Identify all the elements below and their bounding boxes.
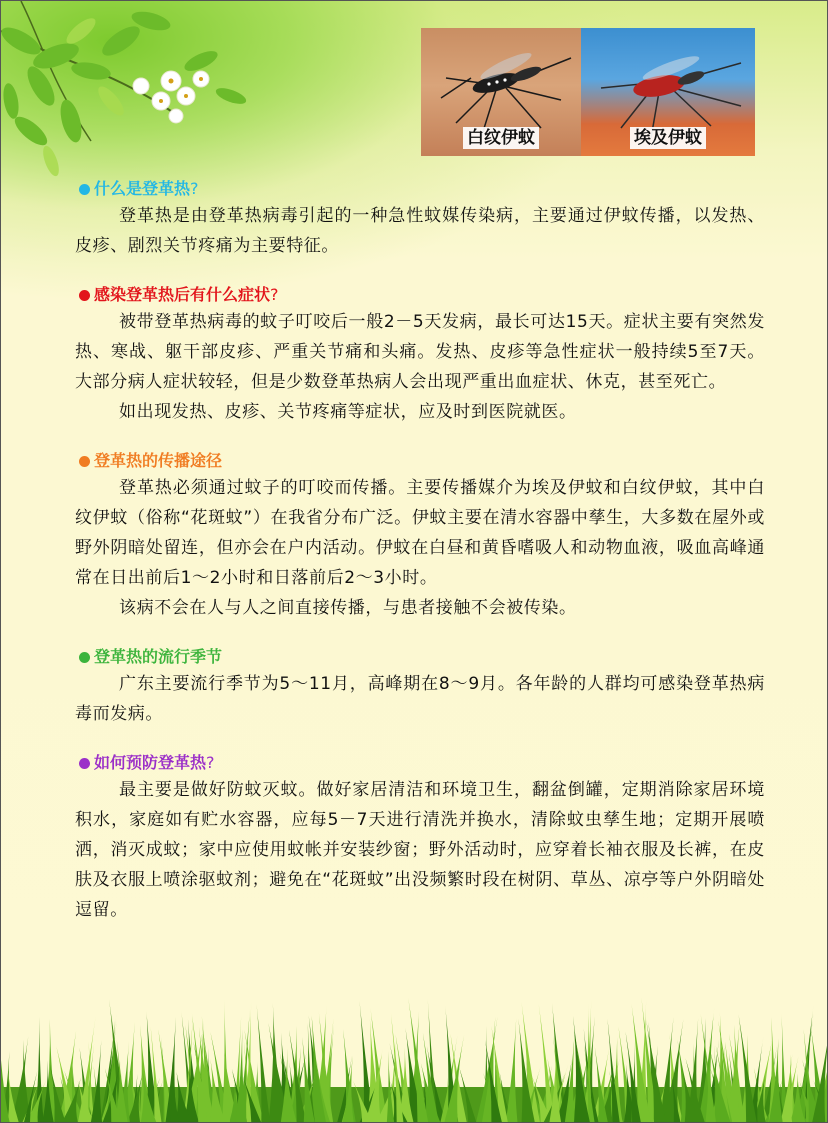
section	[75, 283, 765, 427]
section-paragraph: 登革热是由登革热病毒引起的一种急性蚊媒传染病，主要通过伊蚊传播，以发热、皮疹、剧烈关节疼痛为主要特征。	[75, 206, 765, 256]
leaves-and-blossoms-illustration	[1, 1, 301, 191]
bullet-dot-icon	[79, 290, 90, 301]
bullet-dot-icon	[79, 652, 90, 663]
mosquito-photos	[421, 28, 755, 156]
section-paragraph: 该病不会在人与人之间直接传播，与患者接触不会被传染。	[119, 598, 577, 618]
section	[75, 645, 765, 729]
bullet-dot-icon	[79, 758, 90, 769]
section-heading	[75, 177, 765, 201]
section-heading	[75, 283, 765, 307]
left-photo-caption: 白纹伊蚊	[463, 127, 539, 149]
section-heading	[75, 751, 765, 775]
section	[75, 177, 765, 261]
section-title-suffix: ?	[190, 179, 199, 198]
section-title: 什么是登革热	[94, 179, 191, 198]
section-paragraph: 最主要是做好防蚊灭蚊。做好家居清洁和环境卫生，翻盆倒罐，定期消除家居环境积水，家庭如有贮水容器，应每5－7天进行清洗并换水，清除蚊虫孳生地；定期开展喷洒，消灭成蚊；家中应使用蚊帐并安装纱窗；野外活动时，应穿着长袖衣服及长裤，在皮肤及衣服上喷涂驱蚊剂；避免在“花斑蚊”出没频繁时段在树阴、草丛、凉亭等户外阴暗处逗留。	[75, 780, 765, 920]
section-paragraph: 登革热必须通过蚊子的叮咬而传播。主要传播媒介为埃及伊蚊和白纹伊蚊，其中白纹伊蚊（俗称“花斑蚊”）在我省分布广泛。伊蚊主要在清水容器中孳生，大多数在屋外或野外阴暗处留连，但亦会在户内活动。伊蚊在白昼和黄昏嗜吸人和动物血液，吸血高峰通常在日出前后1～2小时和日落前后2～3小时。	[75, 478, 765, 588]
aedes-aegypti-photo	[581, 28, 755, 156]
section-title: 登革热的传播途径	[94, 451, 223, 470]
section-title: 如何预防登革热	[94, 753, 207, 772]
section	[75, 449, 765, 623]
section-title: 登革热的流行季节	[94, 647, 223, 666]
section-paragraph: 广东主要流行季节为5～11月，高峰期在8～9月。各年龄的人群均可感染登革热病毒而发病。	[75, 674, 765, 724]
grass-illustration	[1, 992, 828, 1122]
right-photo-caption: 埃及伊蚊	[630, 127, 706, 149]
bullet-dot-icon	[79, 184, 90, 195]
section-title: 感染登革热后有什么症状	[94, 285, 271, 304]
section-paragraph: 被带登革热病毒的蚊子叮咬后一般2－5天发病，最长可达15天。症状主要有突然发热、寒战、躯干部皮疹、严重关节痛和头痛。发热、皮疹等急性症状一般持续5至7天。大部分病人症状较轻，但是少数登革热病人会出现严重出血症状、休克，甚至死亡。	[75, 312, 765, 392]
section	[75, 751, 765, 925]
section-title-suffix: ?	[206, 753, 215, 772]
section-title-suffix: ?	[270, 285, 279, 304]
article-content	[75, 177, 765, 925]
bullet-dot-icon	[79, 456, 90, 467]
section-heading	[75, 449, 765, 473]
section-paragraph: 如出现发热、皮疹、关节疼痛等症状，应及时到医院就医。	[119, 402, 577, 422]
section-heading	[75, 645, 765, 669]
aedes-albopictus-photo	[421, 28, 581, 156]
